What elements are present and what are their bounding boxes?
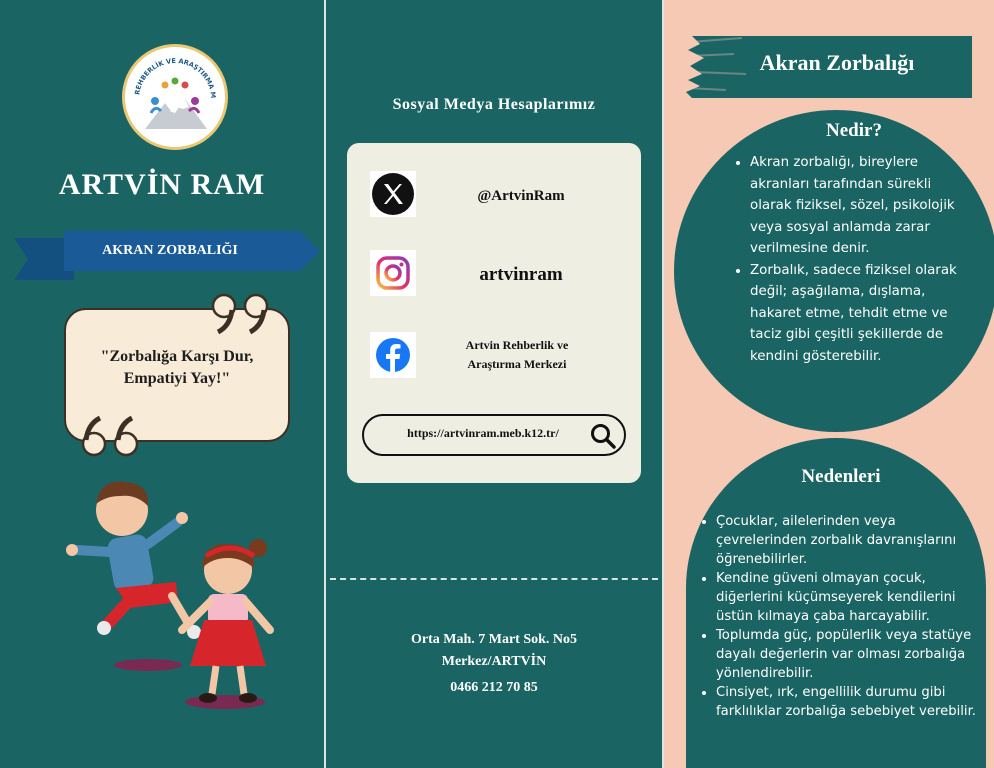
- quote-text: "Zorbalığa Karşı Dur, Empatiyi Yay!": [100, 348, 254, 387]
- dashed-divider: [330, 578, 658, 580]
- logo-arc-text: REHBERLİK VE ARAŞTIRMA M: [133, 56, 218, 99]
- social-title: Sosyal Medya Hesaplarımız: [392, 96, 596, 113]
- list-item: • Toplumda güç, popülerlik veya statüye dayalı değerlerin var olması zorbalığa yönlendirebilir.: [716, 626, 986, 683]
- address-line-2: Merkez/ARTVİN: [441, 654, 547, 669]
- list-item: • Akran zorbalığı, bireylere akranları tarafından sürekli olarak fiziksel, sözel, psikolojik veya sosyal anlamda zarar verilmesine denir.: [750, 152, 976, 260]
- list-item: • Çocuklar, ailelerinden veya çevrelerinden zorbalık davranışlarını öğrenebilirler.: [716, 512, 986, 569]
- svg-text:ARTVİN REHBERLİK VE ARAŞTIRMA: [125, 47, 217, 99]
- cheering-kids-illustration: [60, 470, 290, 720]
- instagram-account-name[interactable]: artvinram: [479, 264, 563, 285]
- right-panel: [664, 0, 994, 768]
- nedenleri-list: [716, 512, 986, 721]
- quote-close-icon: [210, 292, 276, 336]
- phone-number: 0466 212 70 85: [450, 680, 538, 695]
- nedenleri-heading: Nedenleri: [801, 466, 881, 487]
- x-account-name[interactable]: @ArtvinRam: [477, 188, 565, 204]
- facebook-account-name[interactable]: Artvin Rehberlik ve Araştırma Merkezi: [465, 338, 569, 371]
- list-item: • Kendine güveni olmayan çocuk, diğerlerini küçümseyerek kendilerini üstün kılmaya çaba harcayabilir.: [716, 569, 986, 626]
- quote-open-icon: [74, 414, 140, 458]
- address-line-1: Orta Mah. 7 Mart Sok. No5: [410, 632, 578, 647]
- brand-title: ARTVİN RAM: [58, 168, 266, 201]
- facebook-icon[interactable]: [370, 332, 416, 378]
- list-item: • Cinsiyet, ırk, engellilik durumu gibi farklılıklar zorbalığa sebebiyet verebilir.: [716, 683, 986, 721]
- website-url[interactable]: https://artvinram.meb.k12.tr/: [407, 426, 559, 440]
- page-title: Akran Zorbalığı: [759, 50, 915, 75]
- nedir-heading: Nedir?: [826, 120, 882, 141]
- nedir-list: [750, 152, 976, 367]
- artvin-ram-logo: [122, 44, 228, 150]
- x-logo-icon[interactable]: [370, 171, 416, 217]
- middle-panel: [326, 0, 662, 768]
- instagram-icon[interactable]: [370, 250, 416, 296]
- list-item: • Zorbalık, sadece fiziksel olarak değil; aşağılama, dışlama, hakaret etme, tehdit etme ve taciz gibi çeşitli şekillerde de kendini gösterebilir.: [750, 260, 976, 368]
- ribbon-label: AKRAN ZORBALIĞI: [102, 243, 238, 258]
- search-icon[interactable]: [588, 421, 618, 451]
- left-panel: [0, 0, 324, 768]
